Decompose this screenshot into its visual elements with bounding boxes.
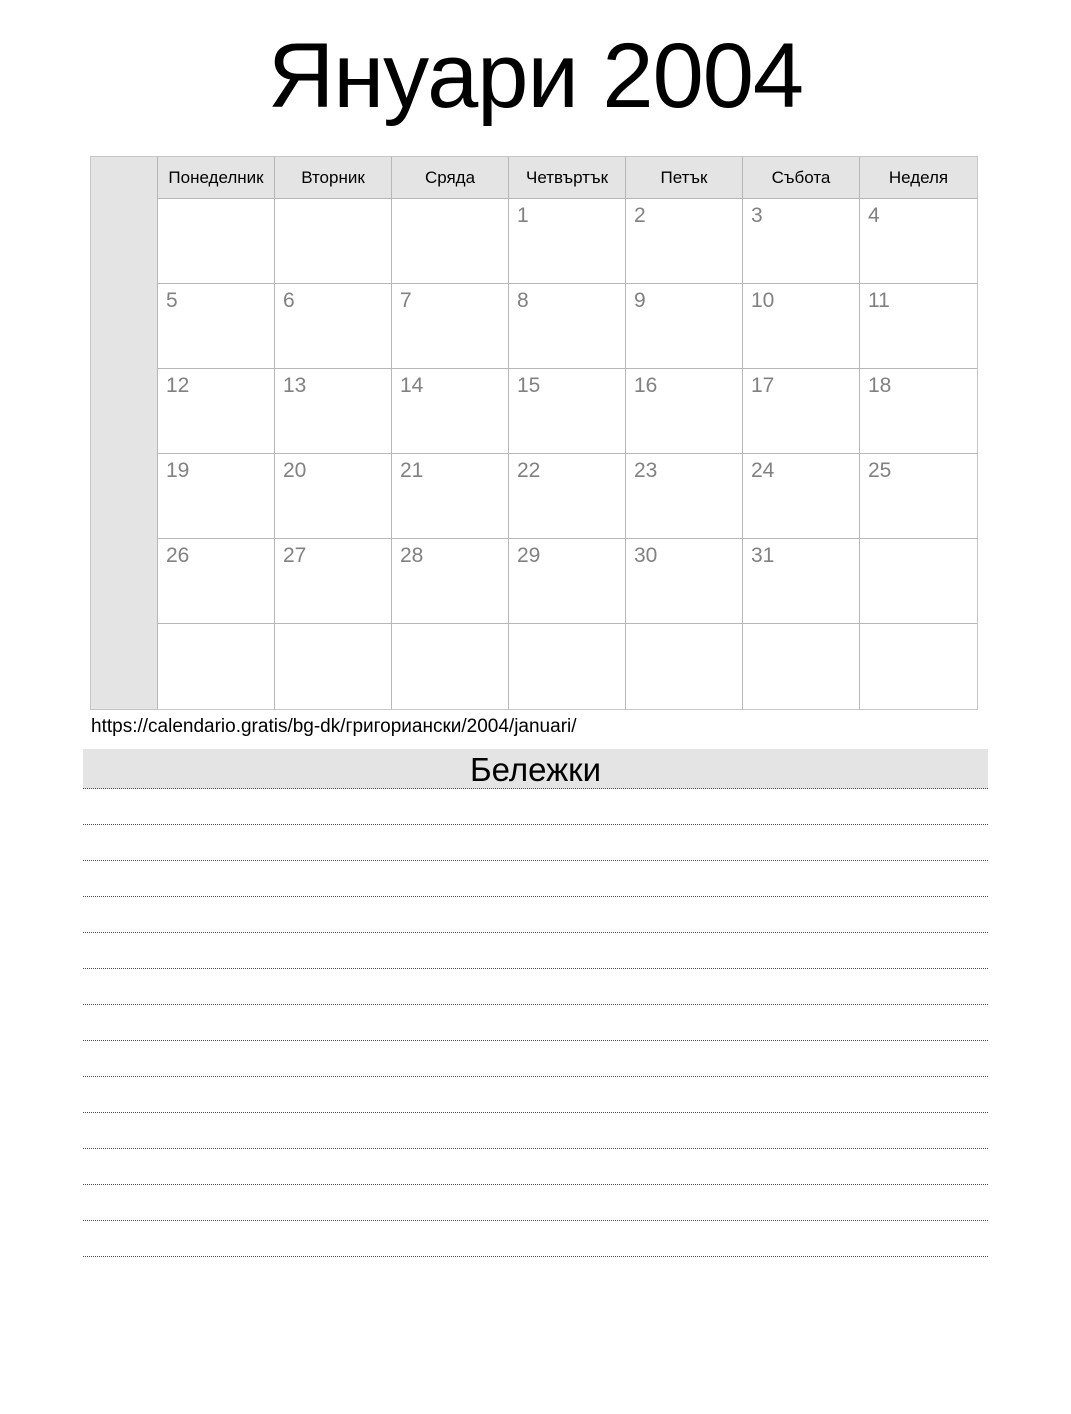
note-line [83, 1185, 988, 1221]
day-header-tuesday: Вторник [275, 157, 392, 199]
date-number: 22 [517, 458, 541, 482]
note-line [83, 1221, 988, 1257]
note-line [83, 969, 988, 1005]
date-cell [743, 454, 860, 539]
date-number: 29 [517, 543, 541, 567]
date-cell [743, 199, 860, 284]
date-number: 21 [400, 458, 424, 482]
date-cell [392, 454, 509, 539]
source-url: https://calendario.gratis/bg-dk/григориански/2004/januari/ [91, 715, 577, 737]
date-cell [509, 454, 626, 539]
date-cell [392, 539, 509, 624]
note-line [83, 861, 988, 897]
date-cell [626, 539, 743, 624]
date-cell [860, 199, 977, 284]
notes-title: Бележки [83, 749, 988, 789]
date-number: 1 [517, 203, 529, 227]
date-cell [275, 199, 392, 284]
date-number: 10 [751, 288, 775, 312]
date-cell [158, 284, 275, 369]
date-number: 20 [283, 458, 307, 482]
date-cell [158, 454, 275, 539]
date-number: 26 [166, 543, 190, 567]
note-line [83, 789, 988, 825]
date-number: 9 [634, 288, 646, 312]
date-cell [743, 539, 860, 624]
date-cell [509, 284, 626, 369]
note-line [83, 897, 988, 933]
date-number: 27 [283, 543, 307, 567]
note-line [83, 1149, 988, 1185]
date-cell [860, 539, 977, 624]
date-number: 15 [517, 373, 541, 397]
date-cell [743, 624, 860, 709]
day-header-monday: Понеделник [158, 157, 275, 199]
day-header-friday: Петък [626, 157, 743, 199]
calendar-table [90, 156, 978, 710]
date-cell [860, 284, 977, 369]
date-cell [392, 369, 509, 454]
date-number: 11 [868, 288, 890, 312]
note-line [83, 1077, 988, 1113]
date-cell [509, 624, 626, 709]
day-header-sunday: Неделя [860, 157, 977, 199]
date-cell [626, 284, 743, 369]
date-cell [860, 454, 977, 539]
date-cell [509, 369, 626, 454]
date-cell [392, 284, 509, 369]
date-cell [860, 369, 977, 454]
date-cell [275, 454, 392, 539]
date-cell [626, 624, 743, 709]
date-number: 16 [634, 373, 658, 397]
day-header-thursday: Четвъртък [509, 157, 626, 199]
day-header-saturday: Събота [743, 157, 860, 199]
date-number: 23 [634, 458, 658, 482]
date-cell [158, 199, 275, 284]
note-line [83, 1041, 988, 1077]
note-line [83, 825, 988, 861]
date-cell [743, 284, 860, 369]
date-cell [158, 624, 275, 709]
date-number: 17 [751, 373, 775, 397]
notes-section [83, 749, 988, 1257]
page [0, 25, 1071, 1257]
date-number: 6 [283, 288, 295, 312]
day-header-wednesday: Сряда [392, 157, 509, 199]
note-line [83, 933, 988, 969]
date-number: 2 [634, 203, 646, 227]
date-number: 4 [868, 203, 880, 227]
date-cell [509, 539, 626, 624]
date-cell [158, 369, 275, 454]
date-number: 28 [400, 543, 424, 567]
date-cell [275, 369, 392, 454]
date-number: 14 [400, 373, 424, 397]
page-title: Януари 2004 [267, 25, 804, 127]
date-number: 3 [751, 203, 763, 227]
date-cell [860, 624, 977, 709]
date-cell [743, 369, 860, 454]
date-number: 24 [751, 458, 775, 482]
date-cell [509, 199, 626, 284]
date-cell [158, 539, 275, 624]
date-number: 30 [634, 543, 658, 567]
date-cell [626, 369, 743, 454]
date-number: 7 [400, 288, 412, 312]
date-number: 13 [283, 373, 307, 397]
date-cell [626, 454, 743, 539]
note-line [83, 1005, 988, 1041]
date-number: 5 [166, 288, 178, 312]
date-number: 19 [166, 458, 190, 482]
date-cell [275, 539, 392, 624]
calendar-left-rail [91, 157, 158, 709]
date-cell [275, 624, 392, 709]
date-number: 8 [517, 288, 529, 312]
date-number: 12 [166, 373, 190, 397]
date-cell [626, 199, 743, 284]
date-number: 25 [868, 458, 892, 482]
date-number: 18 [868, 373, 892, 397]
date-cell [392, 624, 509, 709]
date-number: 31 [751, 543, 775, 567]
calendar-grid [158, 157, 977, 709]
note-line [83, 1113, 988, 1149]
date-cell [392, 199, 509, 284]
date-cell [275, 284, 392, 369]
